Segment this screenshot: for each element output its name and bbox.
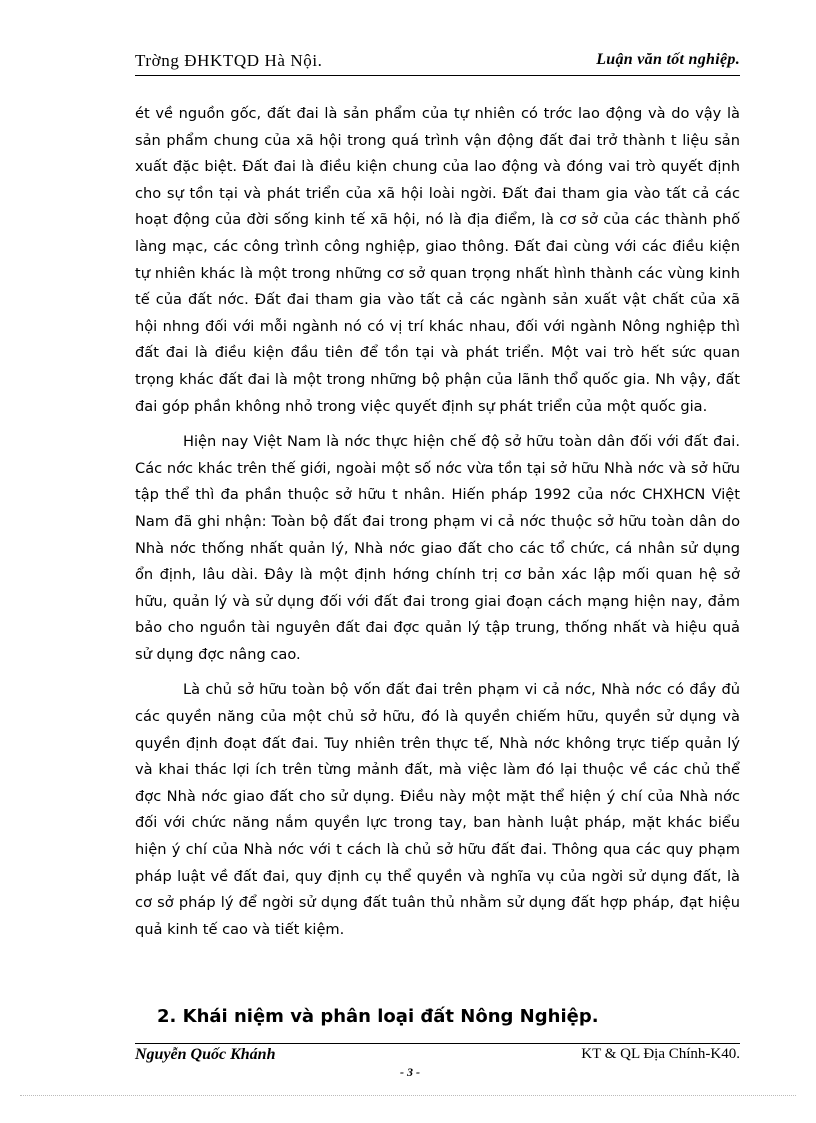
section-heading: 2. Khái niệm và phân loại đất Nông Nghiệp.	[157, 1006, 599, 1027]
body-text	[135, 101, 740, 943]
header-doc-type: Luận văn tốt nghiệp.	[596, 51, 740, 68]
page-footer	[135, 1043, 740, 1068]
footer-course: KT & QL Địa Chính-K40.	[581, 1046, 740, 1062]
page-boundary-divider	[20, 1095, 796, 1096]
header-school: Trờng ĐHKTQD Hà Nội.	[135, 51, 323, 70]
paragraph-2: Hiện nay Việt Nam là nớc thực hiện chế độ sở hữu toàn dân đối với đất đai. Các nớc khác trên thế giới, ngoài một số nớc vừa tồn tại sở hữu Nhà nớc và sở hữu tập thể thì đa phần thuộc sở hữu t nhân. Hiến pháp 1992 của nớc CHXHCN Việt Nam đã ghi nhận: Toàn bộ đất đai trong phạm vi cả nớc thuộc sở hữu toàn dân do Nhà nớc thống nhất quản lý, Nhà nớc giao đất cho các tổ chức, cá nhân sử dụng ổn định, lâu dài. Đây là một định hớng chính trị cơ bản xác lập mối quan hệ sở hữu, quản lý và sử dụng đối với đất đai trong giai đoạn cách mạng hiện nay, đảm bảo cho nguồn tài nguyên đất đai đợc quản lý tập trung, thống nhất và hiệu quả sử dụng đợc nâng cao.	[135, 433, 740, 663]
paragraph-3: Là chủ sở hữu toàn bộ vốn đất đai trên phạm vi cả nớc, Nhà nớc có đầy đủ các quyền năng của một chủ sở hữu, đó là quyền chiếm hữu, quyền sử dụng và quyền định đoạt đất đai. Tuy nhiên trên thực tế, Nhà nớc không trực tiếp quản lý và khai thác lợi ích trên từng mảnh đất, mà việc làm đó lại thuộc về các chủ thể đợc Nhà nớc giao đất cho sử dụng. Điều này một mặt thể hiện ý chí của Nhà nớc đối với chức năng nắm quyền lực trong tay, ban hành luật pháp, mặt khác biểu hiện ý chí của Nhà nớc với t cách là chủ sở hữu đất đai. Thông qua các quy phạm pháp luật về đất đai, quy định cụ thể quyền và nghĩa vụ của ngời sử dụng đất, là cơ sở pháp lý để ngời sử dụng đất tuân thủ nhằm sử dụng đất hợp pháp, đạt hiệu quả kinh tế cao và tiết kiệm.	[135, 681, 740, 938]
page-header	[135, 49, 740, 76]
page-number: - 3 -	[400, 1065, 420, 1079]
footer-author: Nguyễn Quốc Khánh	[135, 1046, 276, 1063]
paragraph-1: ét về nguồn gốc, đất đai là sản phẩm của tự nhiên có trớc lao động và do vậy là sản phẩm chung của xã hội trong quá trình vận động đất đai trở thành t liệu sản xuất đặc biệt. Đất đai là điều kiện chung của lao động và đóng vai trò quyết định cho sự tồn tại và phát triển của xã hội loài ngời. Đất đai tham gia vào tất cả các hoạt động của đời sống kinh tế xã hội, nó là địa điểm, là cơ sở của các thành phố làng mạc, các công trình công nghiệp, giao thông. Đất đai cùng với các điều kiện tự nhiên khác là một trong những cơ sở quan trọng nhất hình thành các vùng kinh tế của đất nớc. Đất đai tham gia vào tất cả các ngành sản xuất vật chất của xã hội nhng đối với mỗi ngành nó có vị trí khác nhau, đối với ngành Nông nghiệp thì đất đai là điều kiện đầu tiên để tồn tại và phát triển. Một vai trò hết sức quan trọng khác đất đai là một trong những bộ phận của lãnh thổ quốc gia. Nh vậy, đất đai góp phần không nhỏ trong việc quyết định sự phát triển của một quốc gia.	[135, 105, 740, 415]
